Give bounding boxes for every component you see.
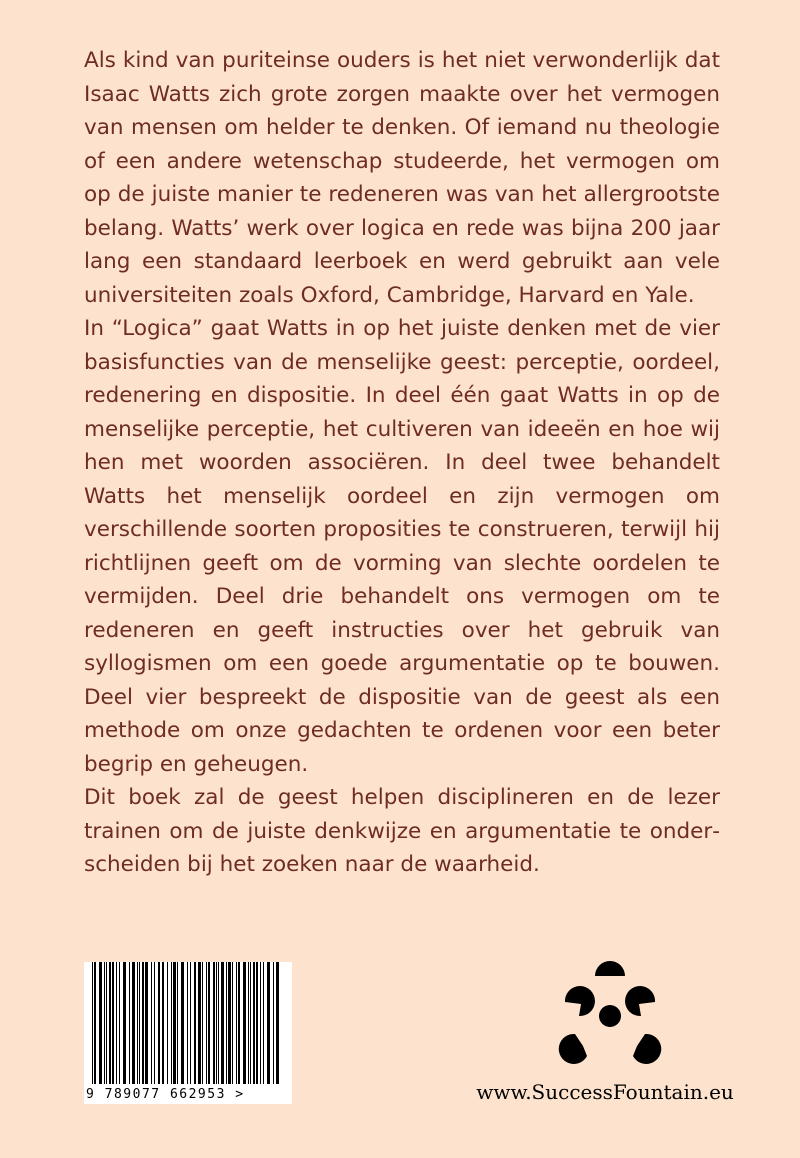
barcode-bar bbox=[162, 962, 164, 1084]
barcode-bar bbox=[171, 962, 172, 1084]
barcode-bar bbox=[132, 962, 135, 1084]
barcode-bar bbox=[198, 962, 201, 1084]
barcode-bar bbox=[119, 962, 120, 1084]
barcode-bar bbox=[260, 962, 261, 1084]
barcode-bar bbox=[250, 962, 251, 1084]
barcode-bar bbox=[181, 962, 184, 1084]
isbn-digits: 9 789077 662953 > bbox=[86, 1087, 245, 1102]
barcode-bar bbox=[208, 962, 210, 1084]
barcode-bar bbox=[238, 962, 240, 1084]
barcode-bar bbox=[123, 962, 126, 1084]
flower-dots-icon bbox=[555, 958, 665, 1073]
barcode-bar bbox=[243, 962, 246, 1084]
barcode-bar bbox=[228, 962, 231, 1084]
barcode-bar bbox=[190, 962, 191, 1084]
barcode-bar bbox=[104, 962, 105, 1084]
barcode-bar bbox=[158, 962, 160, 1084]
barcode-bar bbox=[267, 962, 270, 1084]
barcode-bar bbox=[167, 962, 168, 1084]
barcode-bar bbox=[236, 962, 237, 1084]
barcode-bar bbox=[263, 962, 264, 1084]
barcode-bar bbox=[194, 962, 196, 1084]
barcode-bar bbox=[145, 962, 148, 1084]
back-cover-description bbox=[84, 44, 720, 882]
paragraph-contents: In “Logica” gaat Watts in op het juiste denken met de vier basisfuncties van de menselijke geest: perceptie, oordeel, redenering en dispositie. In deel één gaat Watts in op de menselijke perceptie, het cultiveren van ideeën en hoe wij hen met woorden associëren. In deel twee behandelt Watts het menselijk oordeel en zijn vermogen om verschillende soorten proposities te construeren, terwijl hij richtlijnen geeft om de vorming van slechte oordelen te vermijden. Deel drie behandelt ons vermogen om te redeneren en geeft instructies over het gebruik van syllogismen om een goede argumentatie op te bouwen. Deel vier bespreekt de dispositie van de geest als een methode om onze gedachten te ordenen voor een beter begrip en geheugen. bbox=[84, 316, 720, 777]
publisher-website[interactable]: www.SuccessFountain.eu bbox=[476, 1080, 734, 1104]
isbn-barcode bbox=[84, 962, 292, 1104]
paragraph-closing: Dit boek zal de geest helpen disciplineren en de lezer trainen om de juiste denkwijze en argumentatie te onderscheiden bij het zoeken naar de waarheid. bbox=[84, 785, 720, 877]
barcode-bar bbox=[173, 962, 176, 1084]
barcode-bar bbox=[112, 962, 114, 1084]
barcode-bar bbox=[273, 962, 274, 1084]
barcode-bar bbox=[94, 962, 96, 1084]
barcode-bar bbox=[154, 962, 155, 1084]
barcode-bar bbox=[213, 962, 215, 1084]
barcode-bar bbox=[151, 962, 152, 1084]
barcode-bar bbox=[221, 962, 224, 1084]
barcode-bar bbox=[202, 962, 203, 1084]
barcode-bar bbox=[187, 962, 188, 1084]
barcode-bar bbox=[253, 962, 255, 1084]
barcode-bar bbox=[137, 962, 138, 1084]
barcode-bar bbox=[116, 962, 117, 1084]
barcode-bar bbox=[142, 962, 144, 1084]
paragraph-intro: Als kind van puriteinse ouders is het niet verwonderlijk dat Isaac Watts zich grote zorgen maakte over het vermogen van mensen om helder te denken. Of iemand nu theologie of een andere wetenschap studeerde, het vermogen om op de juiste manier te redeneren was van het allergrootste belang. Watts’ werk over logica en rede was bijna 200 jaar lang een standaard leerboek en werd gebruikt aan vele universiteiten zoals Oxford, Cambridge, Harvard en Yale. bbox=[84, 48, 720, 308]
barcode-bar bbox=[106, 962, 107, 1084]
barcode-bars bbox=[92, 962, 282, 1084]
barcode-bar bbox=[129, 962, 130, 1084]
barcode-bar bbox=[226, 962, 227, 1084]
barcode-bar bbox=[218, 962, 219, 1084]
barcode-bar bbox=[206, 962, 207, 1084]
barcode-bar bbox=[139, 962, 140, 1084]
barcode-bar bbox=[248, 962, 249, 1084]
barcode-bar bbox=[256, 962, 258, 1084]
barcode-bar bbox=[232, 962, 233, 1084]
barcode-bar bbox=[276, 962, 279, 1084]
barcode-bar bbox=[177, 962, 178, 1084]
barcode-bar bbox=[92, 962, 93, 1084]
barcode-bar bbox=[216, 962, 217, 1084]
barcode-bar bbox=[109, 962, 111, 1084]
barcode-bar bbox=[99, 962, 102, 1084]
